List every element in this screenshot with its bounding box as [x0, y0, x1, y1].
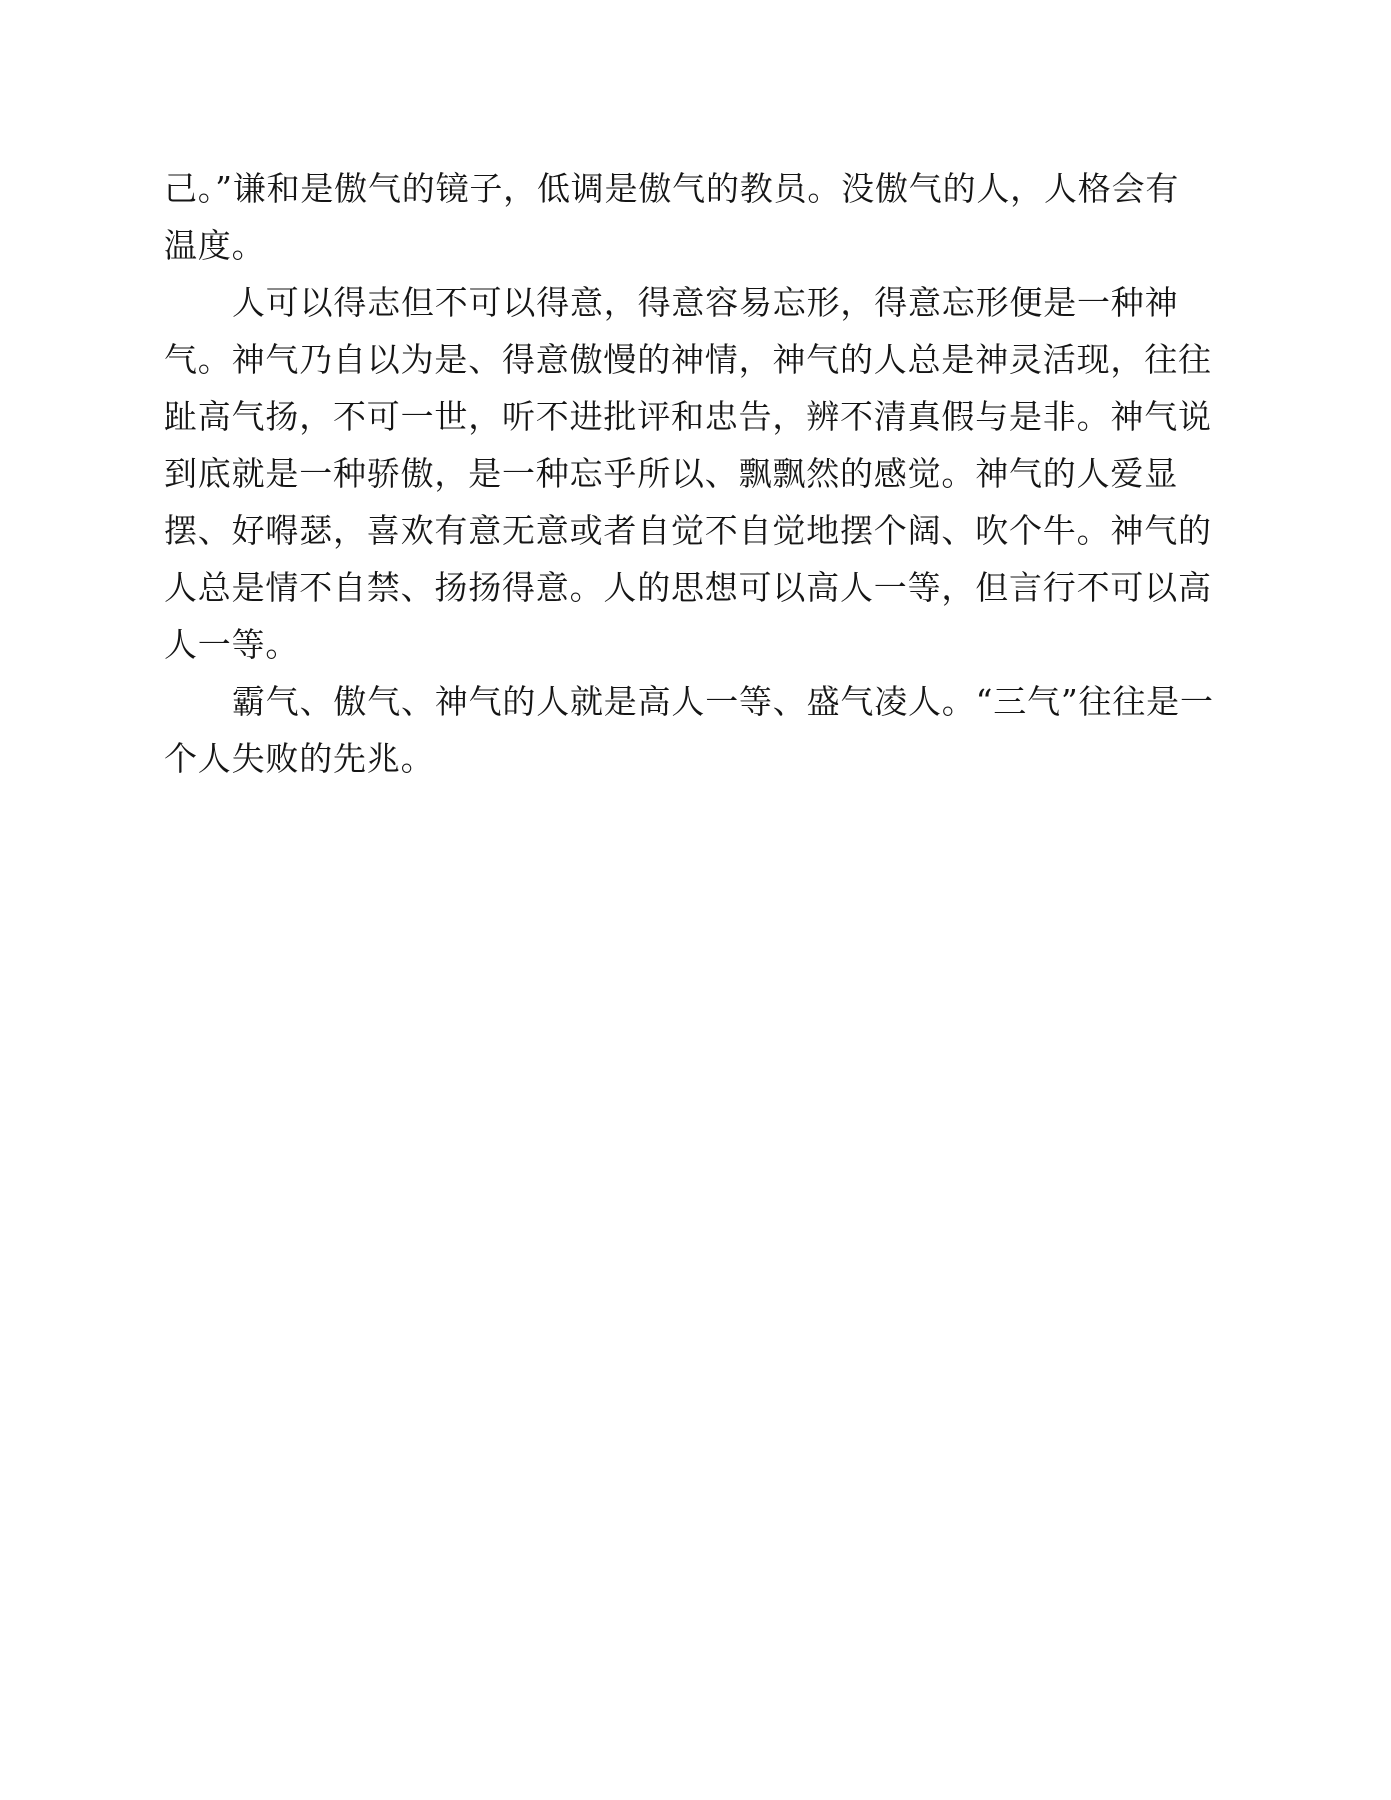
paragraph	[164, 160, 1224, 274]
text-line: 人总是情不自禁、扬扬得意。人的思想可以高人一等，但言行不可以高	[164, 568, 1212, 607]
text-line: 己。”谦和是傲气的镜子，低调是傲气的教员。没傲气的人，人格会有	[164, 169, 1180, 208]
body-text	[164, 160, 1224, 787]
text-line: 人一等。	[164, 625, 300, 664]
text-line: 个人失败的先兆。	[164, 739, 435, 778]
text-line: 温度。	[164, 226, 266, 265]
paragraph	[164, 274, 1224, 673]
text-line: 摆、好嘚瑟，喜欢有意无意或者自觉不自觉地摆个阔、吹个牛。神气的	[164, 511, 1212, 550]
text-line: 趾高气扬，不可一世，听不进批评和忠告，辨不清真假与是非。神气说	[164, 397, 1212, 436]
text-line: 气。神气乃自以为是、得意傲慢的神情，神气的人总是神灵活现，往往	[164, 340, 1212, 379]
text-line: 到底就是一种骄傲，是一种忘乎所以、飘飘然的感觉。神气的人爱显	[164, 454, 1178, 493]
paragraph	[164, 673, 1224, 787]
text-line: 霸气、傲气、神气的人就是高人一等、盛气凌人。“三气”往往是一	[232, 682, 1214, 721]
text-line: 人可以得志但不可以得意，得意容易忘形，得意忘形便是一种神	[232, 283, 1179, 322]
